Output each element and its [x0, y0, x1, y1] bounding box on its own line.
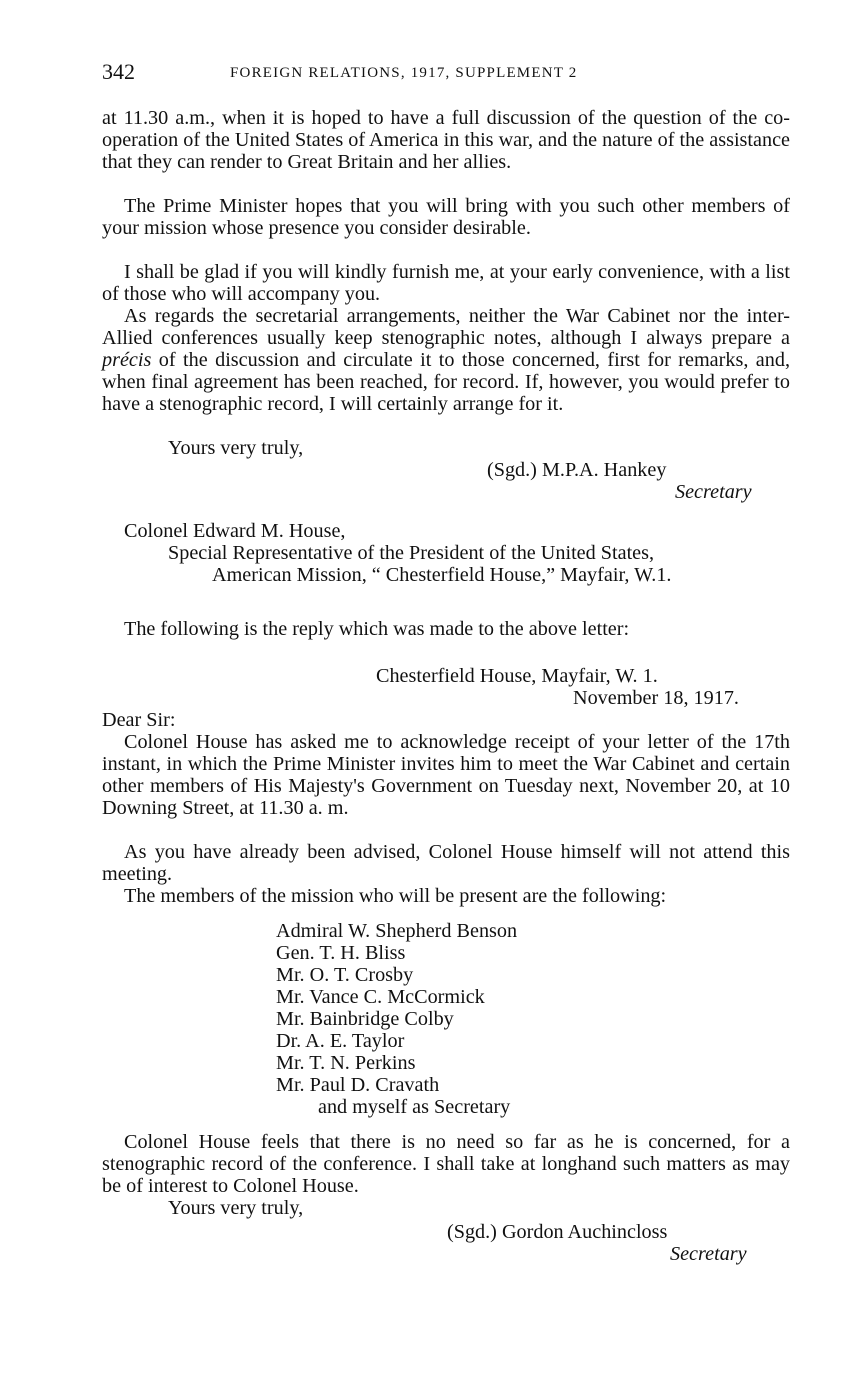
letter2-signature: (Sgd.) Gordon Auchincloss [447, 1221, 668, 1243]
list-item: Mr. Vance C. McCormick [276, 986, 485, 1008]
address-line-2: Special Representative of the President of the United States, [168, 542, 655, 564]
members-tail: and myself as Secretary [318, 1096, 511, 1118]
list-item: Mr. T. N. Perkins [276, 1052, 416, 1074]
letter1-paragraph-1: at 11.30 a.m., when it is hoped to have a full discussion of the question of the co-operation of the United States of America in this war, and the nature of the assistance that they can render to Great Britain and her allies. [102, 107, 790, 173]
page-header [102, 58, 792, 88]
reply-intro: The following is the reply which was made to the above letter: [124, 618, 630, 640]
address-name: Colonel Edward M. House, [124, 520, 346, 542]
list-item: Dr. A. E. Taylor [276, 1030, 405, 1052]
letter2-closing: Yours very truly, [168, 1197, 304, 1219]
letter2-final-paragraph: Colonel House feels that there is no need so far as he is concerned, for a stenographic record of the conference. I shall take at longhand such matters as may be of interest to Colonel House. [102, 1131, 790, 1197]
letter1-paragraph-4-end: of the discussion and circulate it to those concerned, first for remarks, and, when final agreement has been reached, for record. If, however, you would prefer to have a stenographic record, I will certainly arrange for it. [102, 349, 790, 415]
letter2-signature-title: Secretary [670, 1243, 747, 1265]
letter2-paragraph-3: The members of the mission who will be present are the following: [124, 885, 667, 907]
address-line-3: American Mission, “ Chesterfield House,” Mayfair, W.1. [212, 564, 672, 586]
letter2-salutation: Dear Sir: [102, 709, 176, 731]
list-item: Mr. Bainbridge Colby [276, 1008, 454, 1030]
running-head: FOREIGN RELATIONS, 1917, SUPPLEMENT 2 [230, 65, 578, 81]
list-item: Gen. T. H. Bliss [276, 942, 406, 964]
letter1-paragraph-4 [102, 305, 790, 415]
list-item: Mr. O. T. Crosby [276, 964, 414, 986]
letter2-paragraph-1: Colonel House has asked me to acknowledge receipt of your letter of the 17th instant, in which the Prime Minister invites him to meet the War Cabinet and certain other members of His Majesty's Government on Tuesday next, November 20, at 10 Downing Street, at 11.30 a. m. [102, 731, 790, 819]
mission-members-list [276, 920, 517, 1096]
page-number: 342 [102, 59, 135, 84]
list-item: Mr. Paul D. Cravath [276, 1074, 440, 1096]
letter1-paragraph-2: The Prime Minister hopes that you will bring with you such other members of your mission whose presence you consider desirable. [102, 195, 790, 239]
letter1-signature-title: Secretary [675, 481, 752, 503]
letter1-signature: (Sgd.) M.P.A. Hankey [487, 459, 667, 481]
letter1-paragraph-3: I shall be glad if you will kindly furnish me, at your early convenience, with a list of those who will accompany you. [102, 261, 790, 305]
letter1-paragraph-4-start: As regards the secretarial arrangements, neither the War Cabinet nor the inter-Allied conferences usually keep stenographic notes, although I always prepare a [102, 305, 790, 349]
letter2-place: Chesterfield House, Mayfair, W. 1. [376, 665, 658, 687]
list-item: Admiral W. Shepherd Benson [276, 920, 518, 942]
letter1-closing: Yours very truly, [168, 437, 304, 459]
letter2-paragraph-2: As you have already been advised, Colonel House himself will not attend this meeting. [102, 841, 790, 885]
precis-word: précis [102, 349, 152, 371]
letter2-date: November 18, 1917. [573, 687, 739, 709]
